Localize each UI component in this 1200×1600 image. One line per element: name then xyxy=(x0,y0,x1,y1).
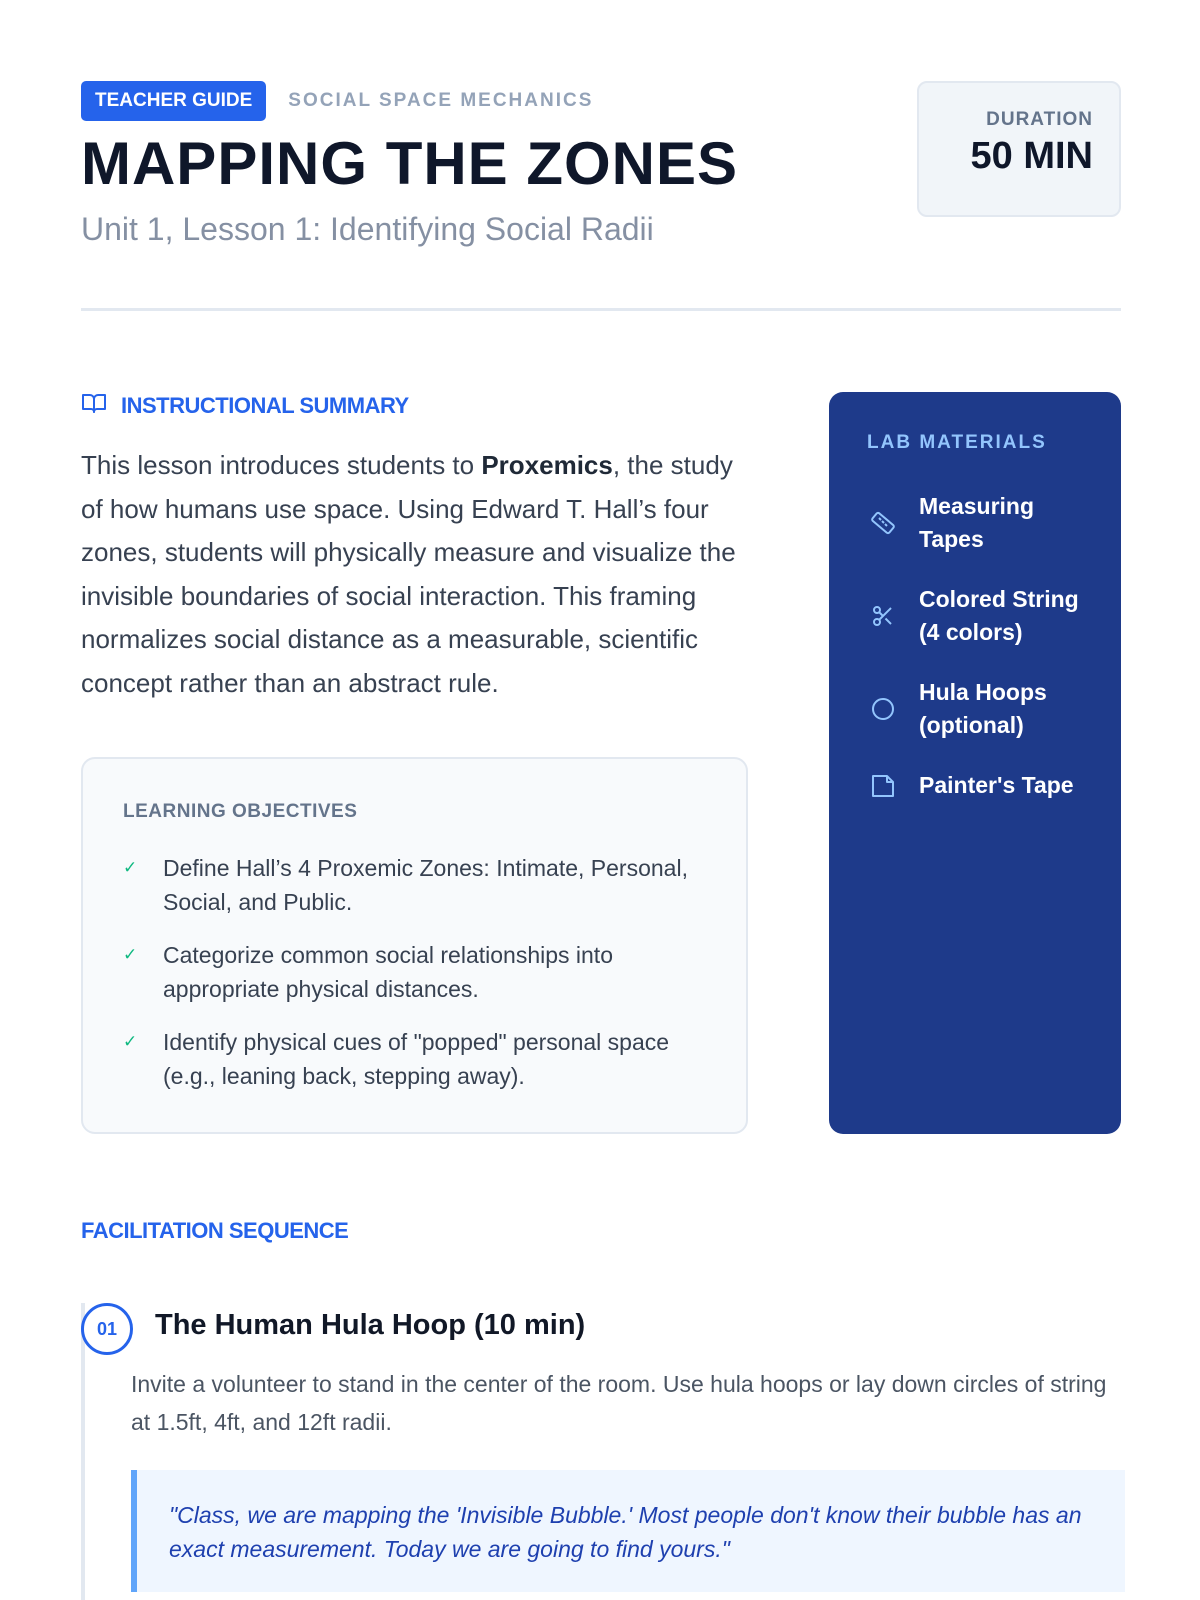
sequence-step xyxy=(81,1303,1121,1600)
objective-text: Define Hall’s 4 Proxemic Zones: Intimate, Personal, Social, and Public. xyxy=(163,855,688,915)
lab-materials-panel xyxy=(829,392,1121,1134)
material-item xyxy=(867,769,1083,802)
material-label: Painter's Tape xyxy=(919,772,1074,798)
sticky-note-icon xyxy=(867,770,899,802)
material-label: Colored String (4 colors) xyxy=(919,586,1079,645)
material-item xyxy=(867,676,1083,742)
page-title: MAPPING THE ZONES xyxy=(81,130,739,197)
check-icon: ✓ xyxy=(123,858,138,877)
duration-value: 50 MIN xyxy=(970,135,1093,177)
objective-item xyxy=(123,938,706,1006)
summary-text xyxy=(81,444,761,705)
duration-card xyxy=(917,81,1121,217)
lesson-header xyxy=(81,81,1121,311)
objectives-title: LEARNING OBJECTIVES xyxy=(123,801,358,822)
material-item xyxy=(867,583,1083,649)
summary-text-start: This lesson introduces students to xyxy=(81,450,482,480)
learning-objectives-card xyxy=(81,757,748,1134)
materials-list xyxy=(867,490,1083,802)
duration-label: DURATION xyxy=(986,109,1093,130)
material-label: Measuring Tapes xyxy=(919,493,1035,552)
objective-item xyxy=(123,851,706,919)
summary-heading xyxy=(81,392,409,419)
proxemics-term: Proxemics xyxy=(481,450,613,480)
material-label: Hula Hoops (optional) xyxy=(919,679,1047,738)
teacher-script-quote: "Class, we are mapping the 'Invisible Bubble.' Most people don't know their bubble has an exact measurement. Today we are going to find yours." xyxy=(131,1470,1125,1592)
step-title: The Human Hula Hoop (10 min) xyxy=(155,1309,586,1341)
material-item xyxy=(867,490,1083,556)
summary-title: INSTRUCTIONAL SUMMARY xyxy=(121,392,409,418)
step-description: Invite a volunteer to stand in the center of the room. Use hula hoops or lay down circles of string at 1.5ft, 4ft, and 12ft radii. xyxy=(131,1371,1107,1435)
ruler-icon xyxy=(867,507,899,539)
scissors-icon xyxy=(867,600,899,632)
check-icon: ✓ xyxy=(123,945,138,964)
sequence-title: FACILITATION SEQUENCE xyxy=(81,1218,349,1243)
teacher-guide-badge: TEACHER GUIDE xyxy=(81,81,266,121)
step-number: 01 xyxy=(81,1303,133,1355)
series-label: SOCIAL SPACE MECHANICS xyxy=(288,90,594,111)
objectives-list xyxy=(123,851,706,1093)
book-open-icon xyxy=(81,392,107,419)
objective-text: Identify physical cues of "popped" personal space (e.g., leaning back, stepping away). xyxy=(163,1029,670,1089)
materials-title: LAB MATERIALS xyxy=(867,432,1047,453)
page-subtitle: Unit 1, Lesson 1: Identifying Social Radii xyxy=(81,211,654,247)
circle-icon xyxy=(867,693,899,725)
objective-item xyxy=(123,1025,706,1093)
check-icon: ✓ xyxy=(123,1032,138,1051)
summary-text-end: , the study of how humans use space. Using Edward T. Hall’s four zones, students will physically measure and visualize the invisible boundaries of social interaction. This framing normalizes social distance as a measurable, scientific concept rather than an abstract rule. xyxy=(81,450,736,698)
objective-text: Categorize common social relationships into appropriate physical distances. xyxy=(163,942,613,1002)
